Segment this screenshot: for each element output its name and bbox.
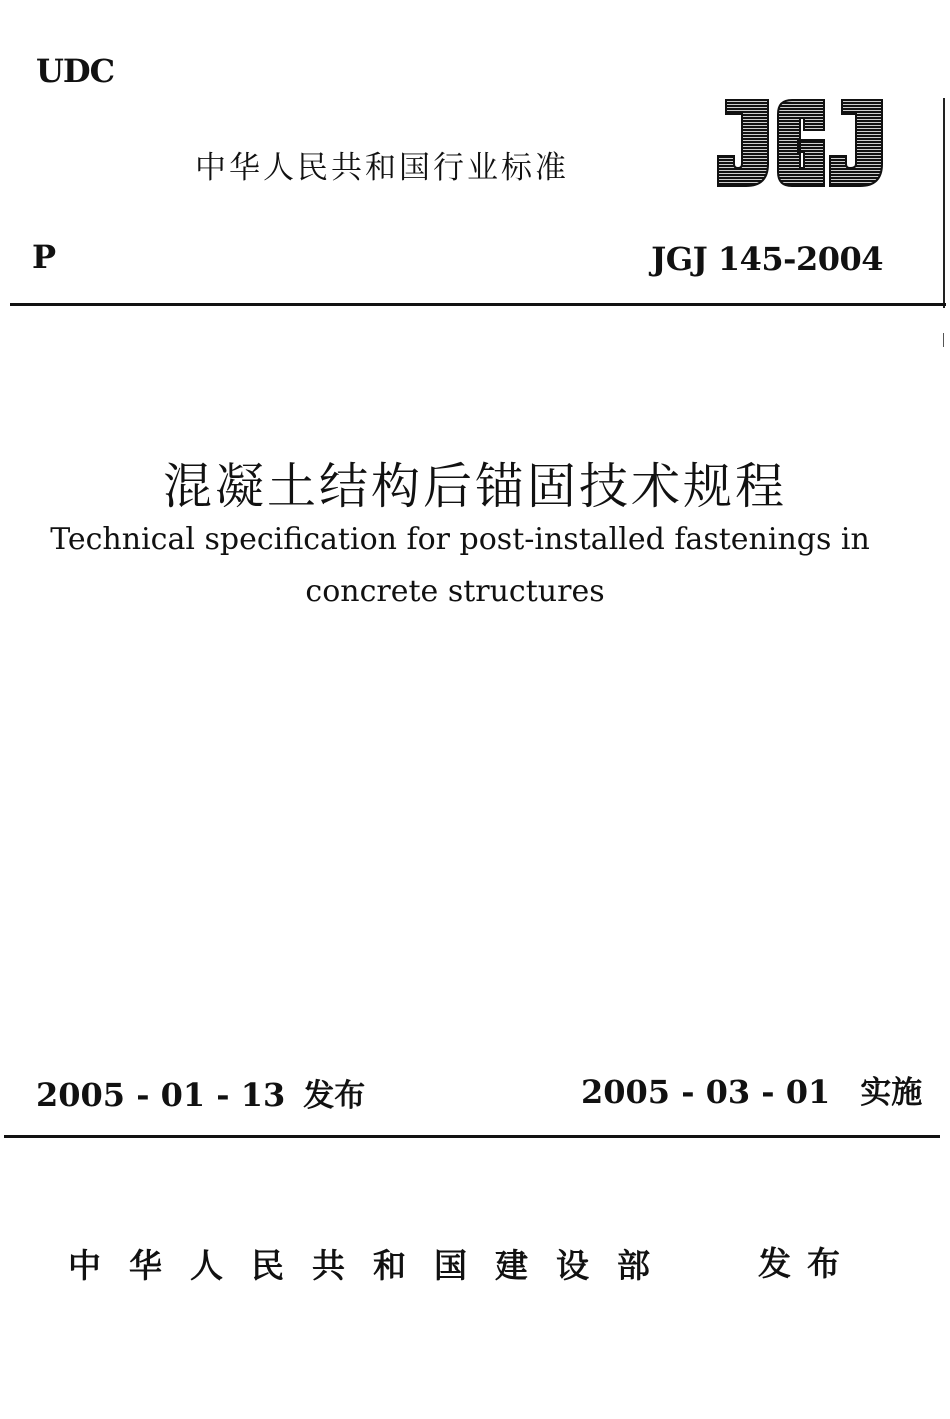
document-title-chinese: 混凝土结构后锚固技术规程 bbox=[162, 458, 787, 515]
margin-tick bbox=[943, 333, 944, 347]
publish-label: 发布 bbox=[758, 1244, 856, 1283]
implementation-date-block bbox=[581, 1067, 922, 1112]
header-divider bbox=[10, 303, 946, 306]
jgj-logo-graphic bbox=[712, 94, 887, 190]
jgj-logo bbox=[712, 94, 887, 190]
issue-label: 发布 bbox=[303, 1078, 366, 1114]
issue-date-block bbox=[36, 1070, 365, 1115]
publisher-name: 中华人民共和国建设部 bbox=[68, 1246, 678, 1285]
footer-divider bbox=[4, 1135, 940, 1138]
document-title-english-line2: concrete structures bbox=[305, 574, 605, 609]
implementation-label: 实施 bbox=[860, 1075, 923, 1111]
implementation-date: 2005 - 03 - 01 bbox=[581, 1073, 831, 1111]
standard-number: JGJ 145-2004 bbox=[651, 240, 883, 278]
document-title-english-line1: Technical specification for post-installed fastenings in bbox=[50, 522, 870, 557]
margin-line bbox=[943, 98, 945, 308]
udc-label: UDC bbox=[36, 52, 115, 90]
issue-date: 2005 - 01 - 13 bbox=[36, 1076, 286, 1114]
classification-code: P bbox=[32, 238, 57, 276]
industry-standard-heading: 中华人民共和国行业标准 bbox=[195, 150, 569, 186]
